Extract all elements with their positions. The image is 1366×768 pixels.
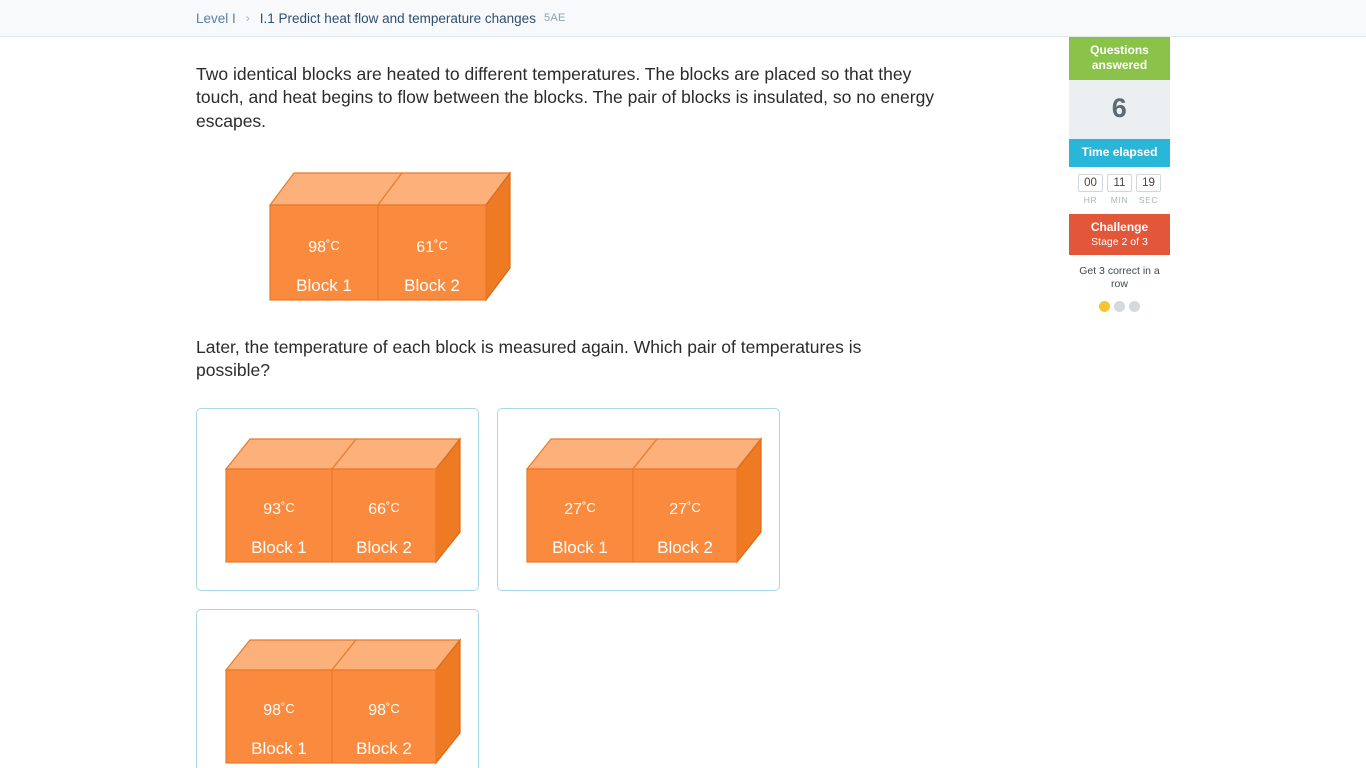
timer-seconds-label: SEC	[1138, 195, 1159, 205]
answer-option-c[interactable]	[196, 609, 479, 768]
breadcrumb-skill-title: I.1 Predict heat flow and temperature changes	[259, 10, 536, 26]
option-a-block2-label: Block 2	[355, 538, 412, 558]
option-c-block1-temp: 98˚C	[262, 701, 295, 720]
challenge-body	[1069, 255, 1170, 324]
timer-hours-value: 00	[1078, 174, 1103, 192]
blocks-svg-option-c	[208, 628, 468, 768]
option-a-block1-label: Block 1	[250, 538, 307, 558]
main-block1-label: Block 1	[296, 275, 352, 295]
chevron-right-icon: ›	[245, 11, 250, 25]
progress-rail	[1069, 37, 1170, 324]
timer-hours	[1078, 174, 1103, 205]
challenge-progress-dots	[1075, 301, 1164, 312]
blocks-svg-option-b	[509, 427, 769, 572]
breadcrumb-level-link[interactable]: Level I	[196, 10, 236, 26]
main-block2-temp: 61˚C	[416, 237, 448, 256]
breadcrumb	[0, 0, 1366, 37]
challenge-header	[1069, 214, 1170, 255]
main-block2-label: Block 2	[404, 275, 460, 295]
challenge-goal: Get 3 correct in a row	[1079, 265, 1160, 291]
challenge-title: Challenge	[1090, 220, 1149, 234]
question-figure	[232, 163, 986, 308]
timer-seconds-value: 19	[1136, 174, 1161, 192]
timer-minutes-value: 11	[1107, 174, 1132, 192]
option-a-block1-temp: 93˚C	[262, 500, 295, 519]
questions-answered-label: Questions answered	[1069, 37, 1170, 80]
timer-seconds	[1136, 174, 1161, 205]
questions-answered-count: 6	[1069, 80, 1170, 139]
option-c-block2-label: Block 2	[355, 739, 412, 759]
option-a-block2-temp: 66˚C	[367, 500, 400, 519]
option-b-block1-temp: 27˚C	[563, 500, 596, 519]
timer-hours-label: HR	[1083, 195, 1098, 205]
page-body	[0, 37, 1366, 768]
blocks-diagram-main	[232, 163, 986, 308]
main-block1-temp: 98˚C	[308, 237, 340, 256]
question-follow-up: Later, the temperature of each block is measured again. Which pair of temperatures is possible?	[196, 336, 862, 381]
progress-dot-1	[1099, 301, 1110, 312]
timer	[1069, 167, 1170, 209]
option-c-block2-temp: 98˚C	[367, 701, 400, 720]
question-area	[196, 63, 986, 768]
progress-dot-2	[1114, 301, 1125, 312]
timer-minutes	[1107, 174, 1132, 205]
answer-options	[196, 408, 796, 768]
challenge-stage: Stage 2 of 3	[1091, 236, 1148, 248]
blocks-svg-option-a	[208, 427, 468, 572]
option-b-block2-label: Block 2	[656, 538, 713, 558]
time-elapsed-label: Time elapsed	[1069, 139, 1170, 167]
option-b-block1-label: Block 1	[551, 538, 608, 558]
timer-minutes-label: MIN	[1110, 195, 1129, 205]
question-prompt: Two identical blocks are heated to different temperatures. The blocks are placed so that they touch, and heat begins to flow between the blocks. The pair of blocks is insulated, so no energy escapes.	[196, 64, 935, 131]
breadcrumb-skill-code: 5AE	[543, 12, 566, 24]
option-c-block1-label: Block 1	[250, 739, 307, 759]
progress-dot-3	[1129, 301, 1140, 312]
answer-option-b[interactable]	[497, 408, 780, 591]
option-b-block2-temp: 27˚C	[668, 500, 701, 519]
blocks-svg-main	[232, 163, 532, 308]
answer-option-a[interactable]	[196, 408, 479, 591]
